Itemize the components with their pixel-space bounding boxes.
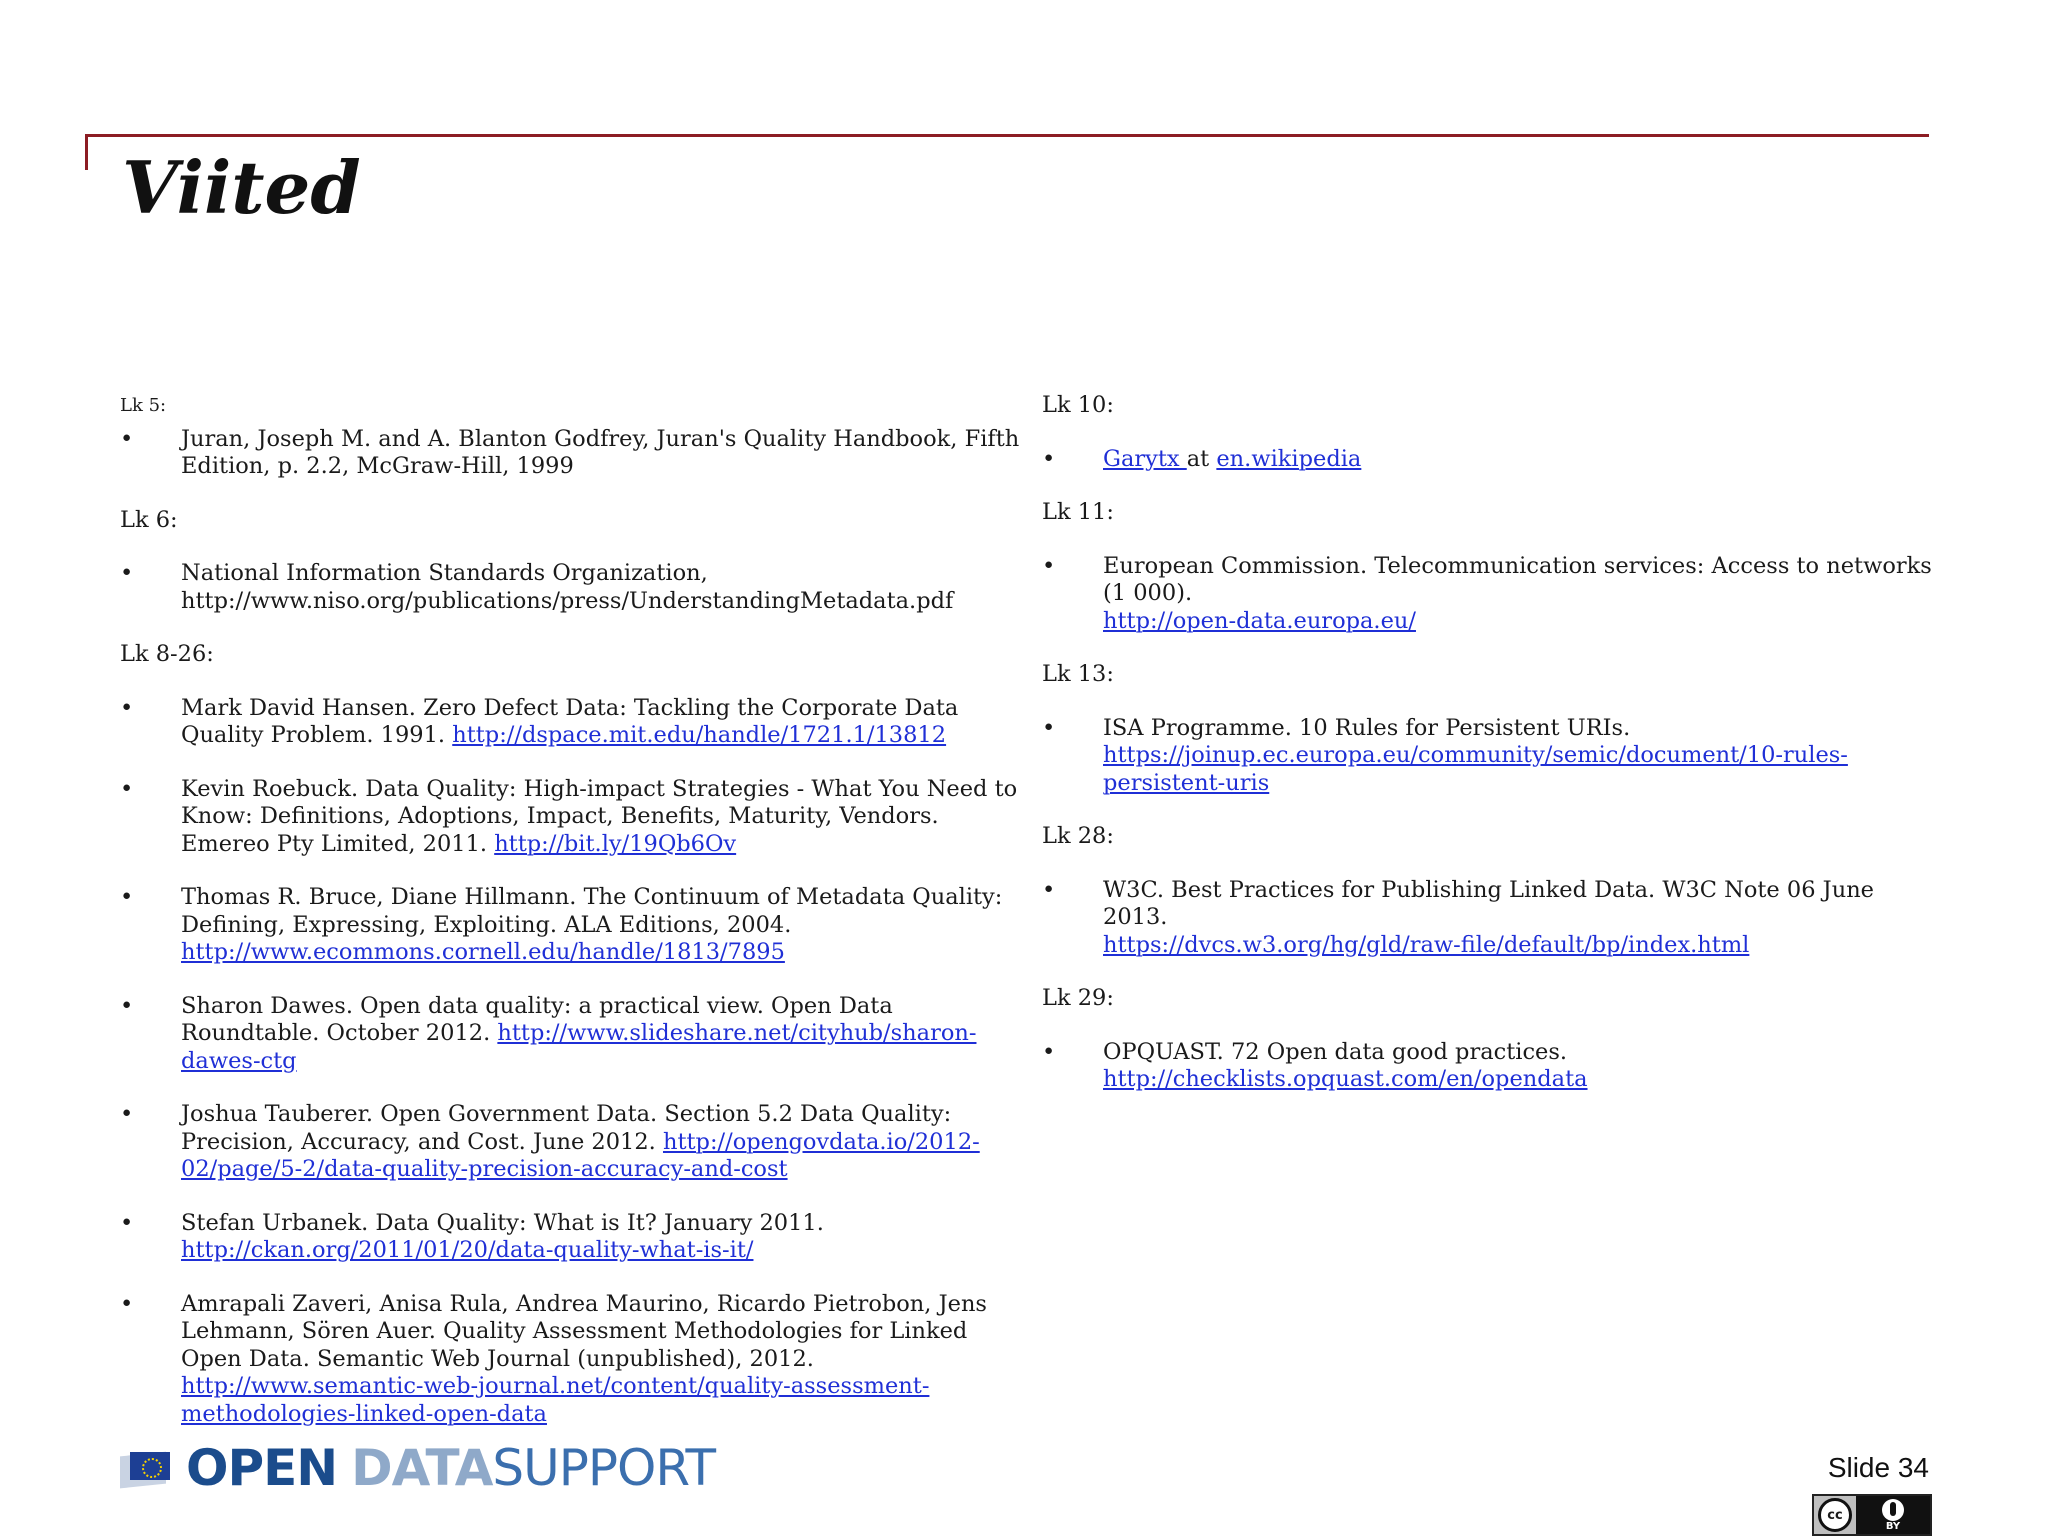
reference-section	[1042, 823, 1932, 959]
bullet-icon: •	[120, 425, 134, 452]
reference-link[interactable]: http://ckan.org/2011/01/20/data-quality-what-is-it/	[181, 1237, 754, 1263]
section-heading: Lk 29:	[1042, 985, 1114, 1011]
reference-item	[120, 426, 1020, 481]
reference-item	[120, 993, 1020, 1076]
bullet-icon: •	[120, 775, 134, 802]
reference-text: Juran, Joseph M. and A. Blanton Godfrey, Juran's Quality Handbook, Fifth Edition, p. 2.2, McGraw-Hill, 1999	[181, 425, 1020, 479]
reference-item	[120, 560, 1020, 615]
bullet-icon: •	[1042, 876, 1056, 903]
reference-text: at	[1186, 445, 1217, 472]
bullet-icon: •	[1042, 552, 1056, 579]
reference-text: Mark David Hansen. Zero Defect Data: Tackling the Corporate Data Quality Problem. 1991.	[181, 694, 959, 748]
attribution-icon	[1856, 1496, 1930, 1534]
reference-text: Joshua Tauberer. Open Government Data. Section 5.2 Data Quality: Precision, Accuracy, and Cost. June 2012.	[181, 1101, 952, 1155]
references-right-column	[1042, 392, 1932, 1120]
reference-link[interactable]: http://checklists.opquast.com/en/opendata	[1103, 1066, 1588, 1092]
bullet-icon: •	[120, 1101, 134, 1127]
cc-icon: cc	[1818, 1498, 1852, 1532]
reference-link[interactable]: https://dvcs.w3.org/hg/gld/raw-file/default/bp/index.html	[1103, 931, 1750, 958]
section-heading: Lk 13:	[1042, 661, 1114, 687]
section-heading: Lk 10:	[1042, 392, 1114, 418]
bullet-icon: •	[120, 884, 134, 910]
bullet-icon: •	[120, 560, 134, 586]
title-rule-tick	[85, 134, 88, 170]
reference-section	[1042, 392, 1932, 473]
reference-item	[120, 695, 1020, 750]
reference-item	[1042, 877, 1932, 960]
reference-section	[1042, 499, 1932, 635]
reference-text: W3C. Best Practices for Publishing Linked Data. W3C Note 06 June 2013.	[1103, 876, 1874, 930]
reference-link[interactable]: http://www.slideshare.net/cityhub/sharon-dawes-ctg	[181, 1020, 977, 1074]
reference-text: ISA Programme. 10 Rules for Persistent URIs.	[1103, 714, 1631, 741]
reference-link[interactable]: http://open-data.europa.eu/	[1103, 607, 1416, 634]
section-heading: Lk 6:	[120, 506, 178, 533]
reference-text: Thomas R. Bruce, Diane Hillmann. The Continuum of Metadata Quality: Defining, Expressing, Exploiting. ALA Editions, 2004.	[181, 884, 1003, 938]
reference-section	[120, 641, 1020, 1428]
bullet-icon: •	[120, 1209, 134, 1236]
reference-item	[120, 1101, 1020, 1184]
reference-item	[120, 776, 1020, 859]
bullet-icon: •	[1042, 714, 1056, 741]
slide-title: Viited	[122, 145, 361, 230]
reference-section	[120, 507, 1020, 616]
cc-by-license-icon	[1812, 1494, 1932, 1536]
reference-link[interactable]: https://joinup.ec.europa.eu/community/semic/document/10-rules-persistent-uris	[1103, 742, 1848, 796]
author-link[interactable]: Garytx	[1103, 445, 1187, 472]
reference-item	[1042, 715, 1932, 798]
logo-data-text: DATA	[351, 1439, 493, 1497]
wikipedia-link[interactable]: en.wikipedia	[1216, 445, 1362, 472]
logo-wordmark	[186, 1439, 716, 1497]
reference-link[interactable]: http://www.semantic-web-journal.net/content/quality-assessment-methodologies-linked-open-data	[181, 1373, 930, 1427]
section-heading: Lk 11:	[1042, 499, 1114, 525]
open-data-support-logo	[120, 1438, 715, 1498]
reference-item	[1042, 446, 1932, 474]
reference-link[interactable]: http://opengovdata.io/2012-02/page/5-2/data-quality-precision-accuracy-and-cost	[181, 1128, 980, 1182]
reference-text: Amrapali Zaveri, Anisa Rula, Andrea Maurino, Ricardo Pietrobon, Jens Lehmann, Sören Auer. Quality Assessment Methodologies for Linked Open Data. Semantic Web Journal (unpublished), 2012.	[181, 1290, 987, 1372]
slide-number: Slide 34	[1827, 1452, 1929, 1483]
logo-support-text: SUPPORT	[492, 1439, 716, 1497]
person-icon	[1882, 1499, 1904, 1521]
bullet-icon: •	[1042, 1038, 1056, 1065]
reference-text: Sharon Dawes. Open data quality: a practical view. Open Data Roundtable. October 2012.	[181, 992, 893, 1046]
reference-text: European Commission. Telecommunication services: Access to networks (1 000).	[1103, 552, 1932, 606]
eu-flag-icon	[120, 1448, 178, 1488]
reference-item	[120, 1291, 1020, 1429]
bullet-icon: •	[120, 992, 134, 1019]
section-heading: Lk 8-26:	[120, 641, 214, 667]
reference-section	[1042, 985, 1932, 1094]
section-heading: Lk 28:	[1042, 823, 1114, 849]
bullet-icon: •	[120, 1290, 134, 1317]
reference-link[interactable]: http://bit.ly/19Qb6Ov	[494, 830, 737, 857]
bullet-icon: •	[1042, 445, 1056, 472]
section-heading: Lk 5:	[120, 395, 167, 416]
reference-section	[120, 392, 1020, 481]
logo-open-text: OPEN	[186, 1439, 338, 1497]
reference-text: OPQUAST. 72 Open data good practices.	[1103, 1038, 1568, 1065]
by-label: BY	[1885, 1521, 1901, 1532]
reference-text: Kevin Roebuck. Data Quality: High-impact Strategies - What You Need to Know: Definitions, Adoptions, Impact, Benefits, Maturity, Vendors. Emereo Pty Limited, 2011.	[181, 775, 1018, 857]
reference-item	[1042, 553, 1932, 636]
reference-item	[1042, 1039, 1932, 1094]
reference-link[interactable]: http://dspace.mit.edu/handle/1721.1/13812	[452, 722, 947, 748]
reference-text: National Information Standards Organization, http://www.niso.org/publications/press/UnderstandingMetadata.pdf	[181, 560, 954, 614]
reference-item	[120, 884, 1020, 967]
references-left-column	[120, 392, 1020, 1454]
reference-text: Stefan Urbanek. Data Quality: What is It? January 2011.	[181, 1209, 824, 1236]
reference-item	[120, 1210, 1020, 1265]
reference-section	[1042, 661, 1932, 797]
reference-link[interactable]: http://www.ecommons.cornell.edu/handle/1813/7895	[181, 939, 785, 965]
title-rule	[85, 134, 1929, 137]
bullet-icon: •	[120, 694, 134, 721]
